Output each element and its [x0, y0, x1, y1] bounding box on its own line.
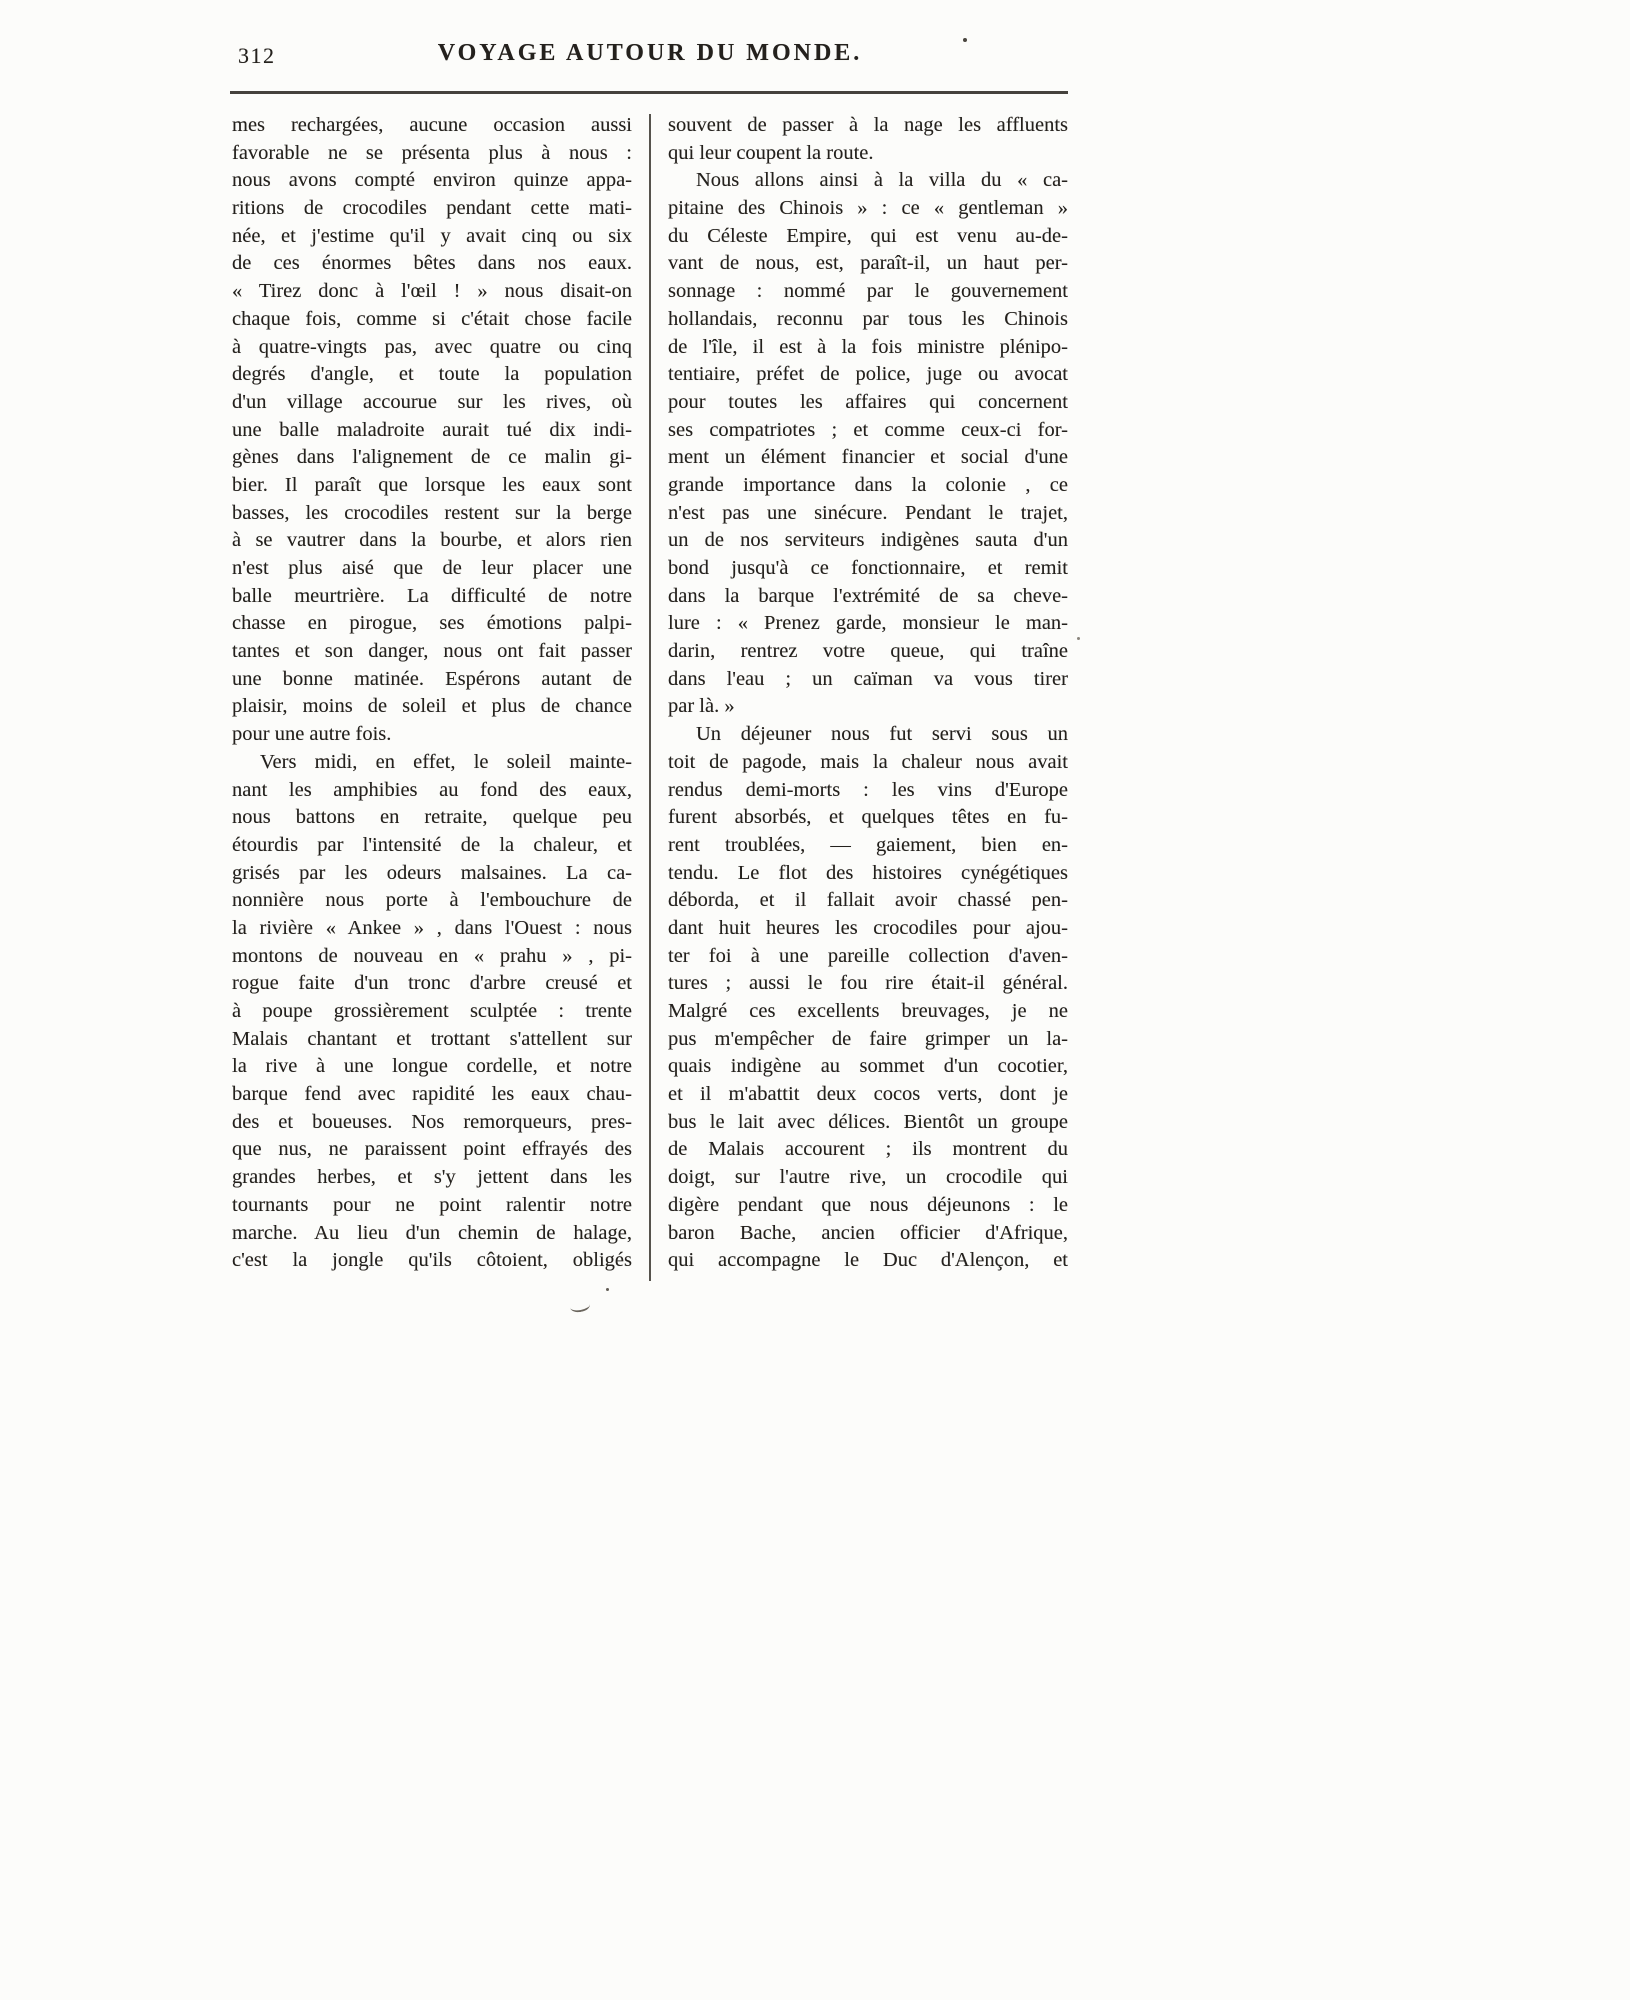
text-line: nonnière nous porte à l'embouchure de	[232, 889, 632, 912]
text-line: à quatre-vingts pas, avec quatre ou cinq	[232, 335, 632, 358]
text-line: de Malais accourent ; ils montrent du	[668, 1138, 1068, 1161]
right-column	[668, 112, 1068, 1275]
text-line: nous battons en retraite, quelque peu	[232, 806, 632, 829]
text-line: à poupe grossièrement sculptée : trente	[232, 1000, 632, 1022]
running-title: VOYAGE AUTOUR DU MONDE.	[437, 40, 863, 66]
text-line: par là. »	[668, 695, 735, 718]
text-line: c'est la jongle qu'ils côtoient, obligés	[232, 1249, 632, 1272]
text-line: pour une autre fois.	[232, 723, 392, 746]
text-line: grande importance dans la colonie , ce	[668, 473, 1068, 496]
text-line: ses compatriotes ; et comme ceux-ci for-	[668, 418, 1068, 441]
text-line: basses, les crocodiles restent sur la berge	[232, 501, 632, 524]
text-line: Vers midi, en effet, le soleil mainte-	[260, 750, 632, 773]
text-line: quais indigène au sommet d'un cocotier,	[668, 1055, 1068, 1078]
text-line: Nous allons ainsi à la villa du « ca-	[696, 169, 1068, 192]
text-line: des et boueuses. Nos remorqueurs, pres-	[232, 1110, 632, 1133]
text-line: tendu. Le flot des histoires cynégétiques	[668, 861, 1068, 884]
text-line: marche. Au lieu d'un chemin de halage,	[232, 1221, 632, 1244]
text-line: tournants pour ne point ralentir notre	[232, 1193, 632, 1216]
text-line: tures ; aussi le fou rire était-il général.	[668, 972, 1068, 995]
text-line: un de nos serviteurs indigènes sauta d'un	[668, 529, 1068, 552]
text-line: rendus demi-morts : les vins d'Europe	[668, 778, 1068, 801]
text-line: Malgré ces excellents breuvages, je ne	[668, 1000, 1068, 1022]
text-line: que nus, ne paraissent point effrayés des	[232, 1138, 632, 1161]
text-line: bus le lait avec délices. Bientôt un groupe	[668, 1110, 1068, 1133]
text-line: mes rechargées, aucune occasion aussi	[232, 114, 632, 136]
text-line: favorable ne se présenta plus à nous :	[232, 141, 632, 164]
text-line: montons de nouveau en « prahu » , pi-	[232, 944, 632, 967]
text-line: chaque fois, comme si c'était chose facile	[232, 307, 632, 330]
ink-speck	[963, 38, 967, 42]
text-line: n'est plus aisé que de leur placer une	[232, 557, 632, 579]
text-line: ritions de crocodiles pendant cette mati-	[232, 197, 632, 220]
text-line: de l'île, il est à la fois ministre plénipo-	[668, 335, 1068, 358]
header-rule	[230, 91, 1068, 94]
text-line: toit de pagode, mais la chaleur nous avait	[668, 750, 1068, 773]
column-divider	[649, 114, 651, 1281]
text-line: qui leur coupent la route.	[668, 141, 874, 164]
text-line: une balle maladroite aurait tué dix indi-	[232, 418, 632, 441]
text-line: une bonne matinée. Espérons autant de	[232, 667, 632, 690]
text-line: pitaine des Chinois » : ce « gentleman »	[668, 197, 1068, 220]
text-line: bier. Il paraît que lorsque les eaux sont	[232, 473, 632, 496]
text-line: ter foi à une pareille collection d'aven-	[668, 944, 1068, 967]
page-number: 312	[238, 43, 276, 68]
text-line: la rive à une longue cordelle, et notre	[232, 1055, 632, 1078]
text-line: pour toutes les affaires qui concernent	[668, 390, 1068, 413]
text-line: de ces énormes bêtes dans nos eaux.	[232, 252, 632, 275]
text-line: Un déjeuner nous fut servi sous un	[696, 723, 1068, 746]
text-line: du Céleste Empire, qui est venu au-de-	[668, 224, 1068, 247]
text-line: vant de nous, est, paraît-il, un haut per-	[668, 252, 1068, 275]
pen-mark	[569, 1298, 591, 1313]
text-line: gènes dans l'alignement de ce malin gi-	[232, 446, 632, 469]
text-line: dans la barque l'extrémité de sa cheve-	[668, 584, 1068, 607]
text-line: souvent de passer à la nage les affluents	[668, 114, 1068, 136]
text-line: grisés par les odeurs malsaines. La ca-	[232, 861, 632, 884]
text-line: rent troublées, — gaiement, bien en-	[668, 833, 1068, 856]
text-line: nous avons compté environ quinze appa-	[232, 169, 632, 192]
text-line: grandes herbes, et s'y jettent dans les	[232, 1166, 632, 1189]
text-line: la rivière « Ankee » , dans l'Ouest : nous	[232, 916, 632, 939]
text-line: née, et j'estime qu'il y avait cinq ou six	[232, 224, 632, 247]
text-line: à se vautrer dans la bourbe, et alors rien	[232, 529, 632, 552]
text-line: dant huit heures les crocodiles pour ajou-	[668, 916, 1068, 939]
text-line: doigt, sur l'autre rive, un crocodile qui	[668, 1166, 1068, 1189]
text-line: qui accompagne le Duc d'Alençon, et	[668, 1249, 1068, 1272]
text-line: chasse en pirogue, ses émotions palpi-	[232, 612, 632, 635]
text-line: darin, rentrez votre queue, qui traîne	[668, 640, 1068, 663]
text-line: Malais chantant et trottant s'attellent sur	[232, 1027, 632, 1050]
text-line: sonnage : nommé par le gouvernement	[668, 280, 1068, 303]
text-line: digère pendant que nous déjeunons : le	[668, 1193, 1068, 1216]
text-line: baron Bache, ancien officier d'Afrique,	[668, 1221, 1068, 1244]
ink-speck	[606, 1288, 609, 1291]
text-line: et il m'abattit deux cocos verts, dont je	[668, 1083, 1068, 1106]
text-line: plaisir, moins de soleil et plus de chance	[232, 695, 632, 718]
text-line: pus m'empêcher de faire grimper un la-	[668, 1027, 1068, 1050]
text-line: nant les amphibies au fond des eaux,	[232, 778, 632, 801]
text-line: rogue faite d'un tronc d'arbre creusé et	[232, 972, 632, 995]
text-line: étourdis par l'intensité de la chaleur, et	[232, 833, 632, 856]
text-line: balle meurtrière. La difficulté de notre	[232, 584, 632, 607]
text-line: d'un village accourue sur les rives, où	[232, 390, 632, 413]
text-line: tantes et son danger, nous ont fait passer	[232, 640, 632, 663]
text-line: n'est pas une sinécure. Pendant le trajet,	[668, 501, 1068, 524]
ink-speck	[1077, 637, 1080, 640]
text-line: dans l'eau ; un caïman va vous tirer	[668, 667, 1068, 690]
text-line: tentiaire, préfet de police, juge ou avocat	[668, 363, 1068, 386]
text-line: lure : « Prenez garde, monsieur le man-	[668, 612, 1068, 635]
text-line: ment un élément financier et social d'une	[668, 446, 1068, 469]
text-line: degrés d'angle, et toute la population	[232, 363, 632, 386]
text-line: furent absorbés, et quelques têtes en fu-	[668, 806, 1068, 829]
text-line: « Tirez donc à l'œil ! » nous disait-on	[232, 280, 632, 303]
text-line: hollandais, reconnu par tous les Chinois	[668, 307, 1068, 330]
left-column	[232, 112, 632, 1275]
text-line: bond jusqu'à ce fonctionnaire, et remit	[668, 557, 1068, 579]
page-header	[232, 40, 1068, 74]
text-columns	[232, 112, 1068, 1275]
text-line: déborda, et il fallait avoir chassé pen-	[668, 889, 1068, 912]
text-line: barque fend avec rapidité les eaux chau-	[232, 1083, 632, 1106]
